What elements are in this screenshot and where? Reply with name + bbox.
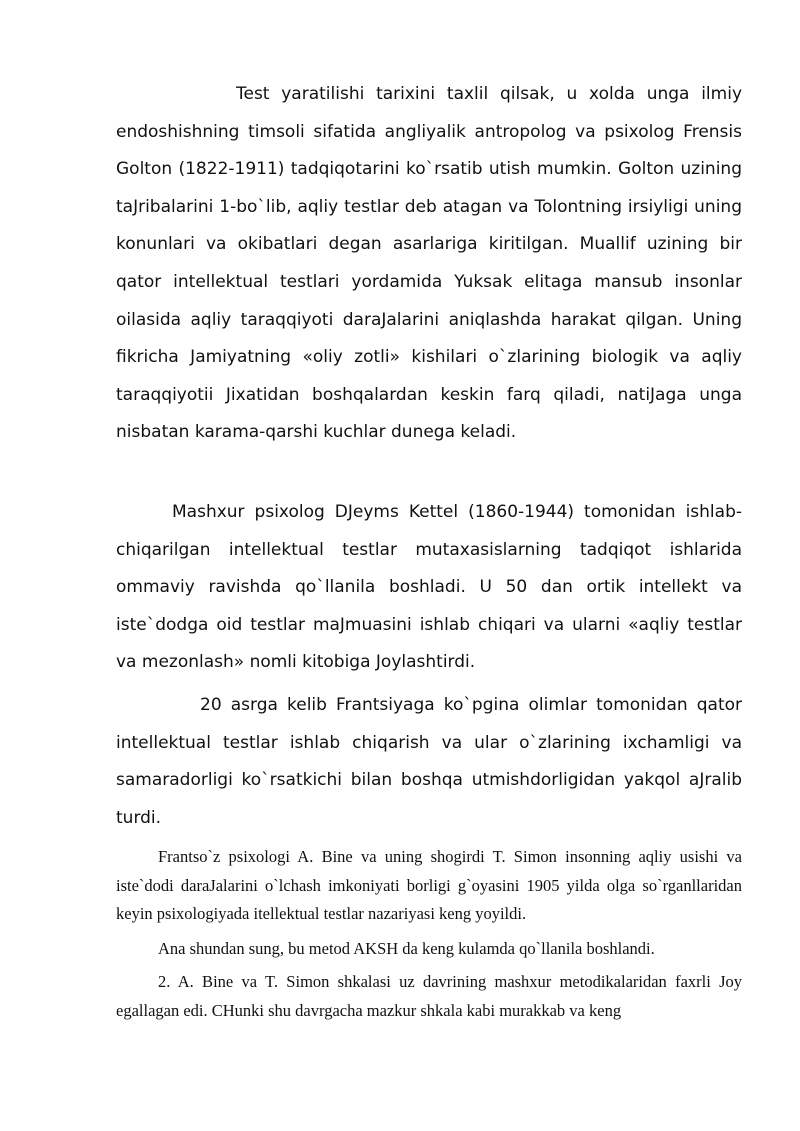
paragraph-kettel: Mashxur psixolog DJeyms Kettel (1860-1944) tomonidan ishlab-chiqarilgan intellektual testlar mutaxasislarning tadqiqot ishlarida ommaviy ravishda qo`llanila boshladi. U 50 dan ortik intellekt va iste`dodga oid testlar maJmuasini ishlab chiqari va ularni «aqliy testlar va mezonlash» nomli kitobiga Joylashtirdi. xyxy=(116,502,742,673)
paragraph-golton: Test yaratilishi tarixini taxlil qilsak, u xolda unga ilmiy endoshishning timsoli sifatida angliyalik antropolog va psixolog Frensis Golton (1822-1911) tadqiqotarini ko`rsatib utish mumkin. Golton uzining taJribalarini 1-bo`lib, aqliy testlar deb atagan va Tolontning irsiyligi uning konunlari va okibatlari degan asarlariga kiritilgan. Muallif uzining bir qator intellektual testlari yordamida Yuksak elitaga mansub insonlar oilasida aqliy taraqqiyoti daraJalarini aniqlashda harakat qilgan. Uning fikricha Jamiyatning «oliy zotli» kishilari o`zlarining biologik va aqliy taraqqiyotii Jixatidan boshqalardan keskin farq qiladi, natiJaga unga nisbatan karama-qarshi kuchlar dunega keladi. xyxy=(116,84,742,443)
paragraph-bine-simon: Frantso`z psixologi A. Bine va uning shogirdi T. Simon insonning aqliy usishi va iste`dodi daraJalarini o`lchash imkoniyati borligi g`oyasini 1905 yilda olga so`rganllaridan keyin psixologiyada itellektual testlar nazariyasi keng yoyildi. xyxy=(116,847,742,923)
paragraph-usa: Ana shundan sung, bu metod AKSH da keng kulamda qo`llanila boshlandi. xyxy=(158,939,655,958)
paragraph-scale: 2. A. Bine va T. Simon shkalasi uz davrining mashxur metodikalaridan faxrli Joy egallagan edi. CHunki shu davrgacha mazkur shkala kabi murakkab va keng xyxy=(116,972,742,1020)
paragraph-france: 20 asrga kelib Frantsiyaga ko`pgina olimlar tomonidan qator intellektual testlar ishlab chiqarish va ular o`zlarining ixchamligi va samaradorligi ko`rsatkichi bilan boshqa utmishdorligidan yakqol aJralib turdi. xyxy=(116,695,742,828)
